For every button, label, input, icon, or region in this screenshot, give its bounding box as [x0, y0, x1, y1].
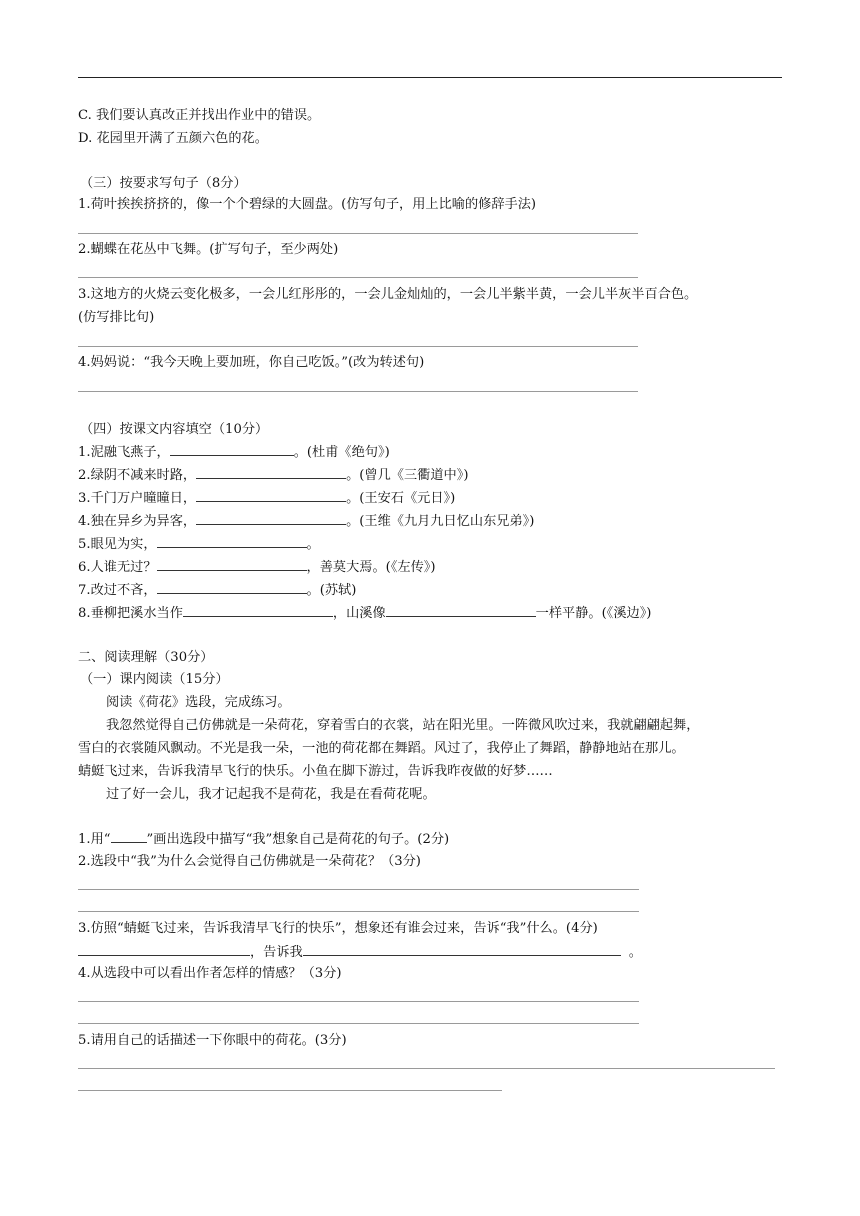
passage-line: 雪白的衣裳随风飘动。不光是我一朵，一池的荷花都在舞蹈。风过了，我停止了舞蹈，静静地站在那儿。	[78, 741, 685, 756]
fill-item-source: 。(苏轼)	[306, 583, 357, 598]
answer-line[interactable]	[78, 391, 638, 392]
fill-item	[78, 535, 320, 554]
fill-blank[interactable]	[157, 581, 307, 594]
fill-item-source: 。	[306, 537, 320, 552]
reading-q1	[78, 831, 449, 849]
fill-item-source: 。(曾几《三衢道中》)	[346, 468, 469, 483]
passage-line: 蜻蜓飞过来，告诉我清早飞行的快乐。小鱼在脚下游过，告诉我昨夜做的好梦……	[78, 764, 553, 779]
fill-item-prefix: 6.人谁无过？	[78, 560, 157, 575]
fill-item-prefix: 4.独在异乡为异客，	[78, 514, 197, 529]
fill-item	[78, 489, 455, 508]
fill-blank[interactable]	[196, 512, 346, 525]
fill-blank[interactable]	[78, 943, 250, 956]
fill-item-prefix: 2.绿阴不减来时路，	[78, 468, 197, 483]
fill-item-source: 。(王维《九月九日忆山东兄弟》)	[346, 514, 535, 529]
option-c: C. 我们要认真改正并找出作业中的错误。	[78, 108, 321, 123]
fill-blank[interactable]	[157, 535, 307, 548]
answer-line[interactable]	[78, 1068, 775, 1069]
fill-item	[78, 558, 436, 577]
fill-blank[interactable]	[386, 604, 536, 617]
answer-line[interactable]	[78, 889, 639, 890]
reading-q3-end: 。	[628, 945, 642, 960]
fill-blank[interactable]	[196, 489, 346, 502]
fill-item-source: 。(杜甫《绝句》)	[293, 445, 390, 460]
section3-q1: 1.荷叶挨挨挤挤的，像一个个碧绿的大圆盘。(仿写句子，用上比喻的修辞手法)	[78, 197, 537, 212]
reading-q3-blanks	[78, 943, 642, 962]
answer-line[interactable]	[78, 1001, 639, 1002]
fill-item-prefix: 1.泥融飞燕子，	[78, 445, 170, 460]
answer-line[interactable]	[78, 277, 638, 278]
section3-q3-line2: (仿写排比句)	[78, 310, 155, 325]
section3-q4: 4.妈妈说：“我今天晚上要加班，你自己吃饭。”(改为转述句)	[78, 355, 425, 370]
reading-q2: 2.选段中“我”为什么会觉得自己仿佛就是一朵荷花？（3分)	[78, 854, 421, 869]
underline-sample	[111, 832, 147, 843]
answer-line[interactable]	[78, 1023, 639, 1024]
fill-blank[interactable]	[303, 943, 621, 956]
fill-item	[78, 512, 534, 531]
answer-line[interactable]	[78, 1090, 502, 1091]
fill-item-prefix: 3.千门万户曈曈日，	[78, 491, 197, 506]
fill-item-middle: ，山溪像	[332, 606, 386, 621]
reading-q1-prefix: 1.用“	[78, 832, 111, 847]
section3-q3-line1: 3.这地方的火烧云变化极多，一会儿红彤彤的，一会儿金灿灿的，一会儿半紫半黄，一会儿半灰半百合色。	[78, 287, 698, 302]
passage-line: 我忽然觉得自己仿佛就是一朵荷花，穿着雪白的衣裳，站在阳光里。一阵微风吹过来，我就翩翩起舞，	[106, 718, 700, 733]
reading-q1-text: ”画出选段中描写“我”想象自己是荷花的句子。(2分)	[146, 832, 450, 847]
section3-heading: （三）按要求写句子（8分）	[80, 176, 247, 191]
fill-item	[78, 443, 390, 462]
answer-line[interactable]	[78, 233, 638, 234]
fill-blank[interactable]	[196, 466, 346, 479]
part2-heading: 二、阅读理解（30分）	[78, 650, 214, 665]
answer-line[interactable]	[78, 911, 639, 912]
fill-item-source: ，善莫大焉。(《左传》)	[306, 560, 436, 575]
fill-item	[78, 604, 651, 623]
fill-item-source: 一样平静。(《溪边》)	[535, 606, 652, 621]
fill-blank[interactable]	[183, 604, 333, 617]
fill-item-source: 。(王安石《元日》)	[346, 491, 456, 506]
reading-q5: 5.请用自己的话描述一下你眼中的荷花。(3分)	[78, 1033, 347, 1048]
passage-line: 过了好一会儿，我才记起我不是荷花，我是在看荷花呢。	[106, 787, 436, 802]
option-d: D. 花园里开满了五颜六色的花。	[78, 131, 268, 146]
section4-heading: （四）按课文内容填空（10分）	[80, 422, 269, 437]
fill-item	[78, 581, 356, 600]
reading-q3: 3.仿照“蜻蜓飞过来，告诉我清早飞行的快乐”，想象还有谁会过来，告诉“我”什么。(4分)	[78, 921, 598, 936]
fill-blank[interactable]	[157, 558, 307, 571]
fill-item-prefix: 7.改过不吝，	[78, 583, 157, 598]
fill-item	[78, 466, 468, 485]
reading-q4: 4.从选段中可以看出作者怎样的情感？（3分)	[78, 966, 342, 981]
part2-subheading: （一）课内阅读（15分）	[80, 672, 229, 687]
reading-q3-middle: ，告诉我	[250, 945, 303, 960]
reading-instruction: 阅读《荷花》选段，完成练习。	[106, 695, 291, 710]
fill-item-prefix: 5.眼见为实，	[78, 537, 157, 552]
header-rule	[78, 77, 782, 78]
answer-line[interactable]	[78, 346, 638, 347]
fill-blank[interactable]	[170, 443, 294, 456]
section3-q2: 2.蝴蝶在花丛中飞舞。(扩写句子，至少两处)	[78, 242, 339, 257]
fill-item-prefix: 8.垂柳把溪水当作	[78, 606, 183, 621]
